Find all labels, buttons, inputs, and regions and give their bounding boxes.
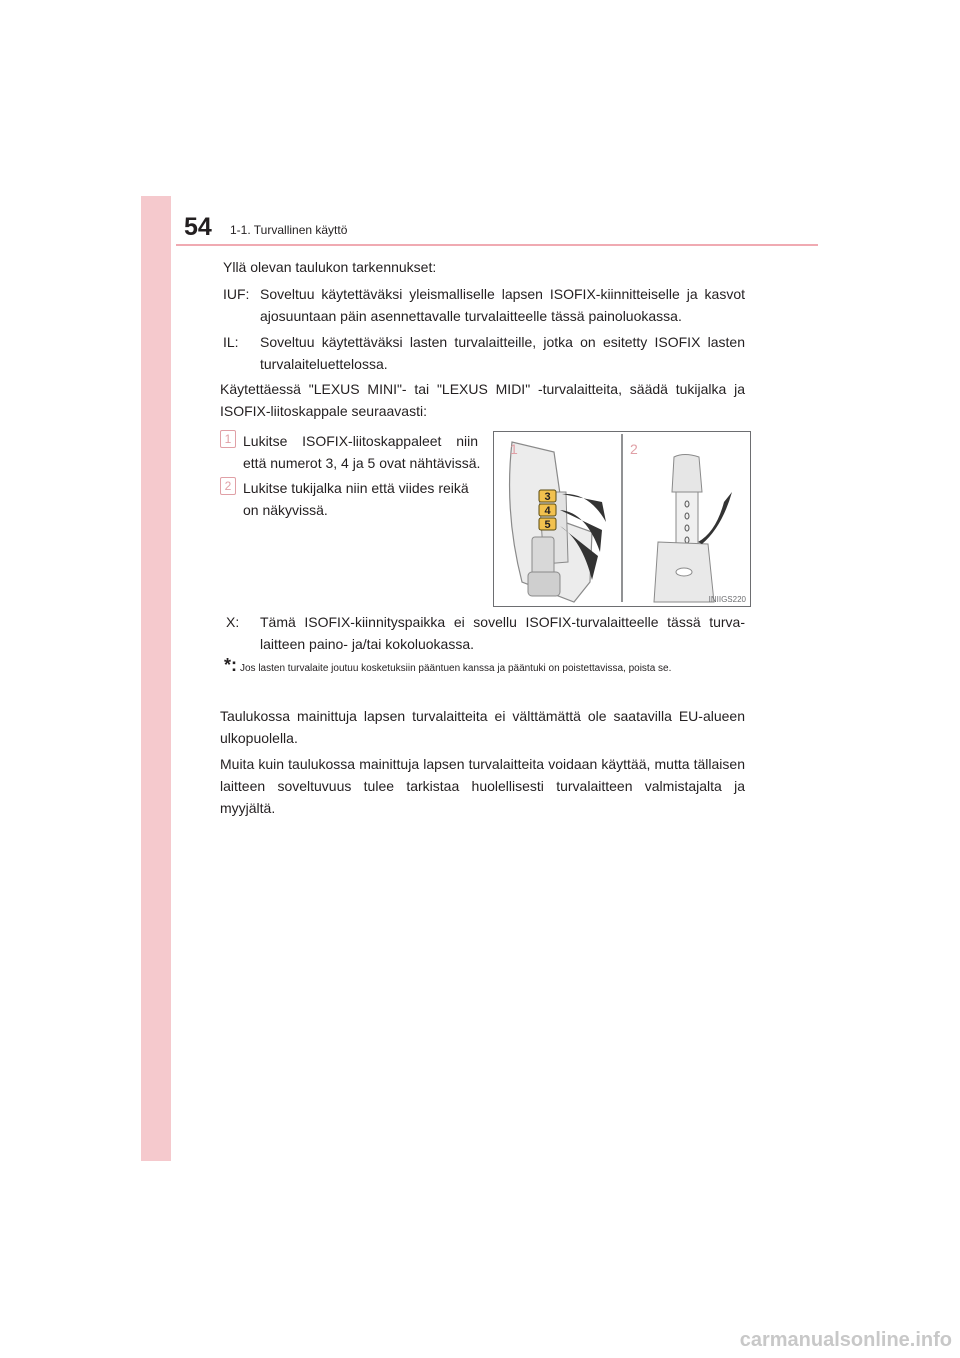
page-margin-band (141, 196, 171, 1161)
step-1-badge: 1 (220, 430, 236, 448)
header-rule (176, 244, 818, 246)
def-text-iuf: Soveltuu käytettäväksi yleismalliselle lapsen ISOFIX-kiinnitteiselle ja kasvot ajosuuntaan päin asennettavalle turvalaitteelle tässä painoluokassa. (260, 286, 745, 324)
footnote-mark: *: (224, 655, 237, 675)
instruction-text: Käytettäessä "LEXUS MINI"- tai "LEXUS MIDI" -turvalaitteita, säädä tukijalka ja ISOFIX-liitoskappale seuraavasti: (220, 381, 745, 419)
figure-number-4: 4 (544, 505, 551, 517)
x-term: X: (226, 614, 240, 630)
isofix-illustration (493, 431, 751, 607)
def-text-il: Soveltuu käytettäväksi lasten turvalaitteille, jotka on esitetty ISOFIX lasten turvalaiteluettelossa. (260, 334, 745, 372)
x-text: Tämä ISOFIX-kiinnityspaikka ei sovellu ISOFIX-turvalaitteelle tässä turva-laitteen paino- ja/tai kokoluokassa. (260, 614, 745, 652)
step-2-text-a: Lukitse tukijalka niin että viides reikä (243, 480, 469, 496)
watermark: carmanualsonline.info (739, 1329, 952, 1351)
footnote-text: Jos lasten turvalaite joutuu kosketuksiin pääntuen kanssa ja pääntuki on poistettavissa, poista se. (240, 663, 672, 674)
step-1-text-b: että numerot 3, 4 ja 5 ovat nähtävissä. (243, 455, 481, 471)
def-term-il: IL: (223, 334, 239, 350)
paragraph-other-devices: Muita kuin taulukossa mainittuja lapsen turvalaitteita voidaan käyttää, mutta tällaisen laitteen soveltuvuus tulee tarkistaa huolellisesti turvalaitteen valmistajalta ja myyjältä. (220, 756, 745, 816)
section-title: 1-1. Turvallinen käyttö (230, 223, 348, 237)
step-1-text-a: Lukitse ISOFIX-liitoskappaleet niin (243, 433, 478, 449)
def-term-iuf: IUF: (223, 286, 250, 302)
step-2-text-b: on näkyvissä. (243, 502, 328, 518)
figure-number-3: 3 (544, 491, 551, 503)
figure-callout-2: 2 (630, 441, 638, 457)
step-2-badge: 2 (220, 477, 236, 495)
figure-number-5: 5 (544, 519, 551, 531)
paragraph-availability: Taulukossa mainittuja lapsen turvalaitteita ei välttämättä ole saatavilla EU-alueen ulkopuolella. (220, 708, 745, 746)
isofix-illustration-svg (494, 432, 750, 606)
page-number: 54 (184, 213, 212, 241)
intro-text: Yllä olevan taulukon tarkennukset: (223, 259, 437, 275)
figure-callout-1: 1 (510, 441, 518, 457)
figure-code: INIIGS220 (708, 595, 746, 604)
